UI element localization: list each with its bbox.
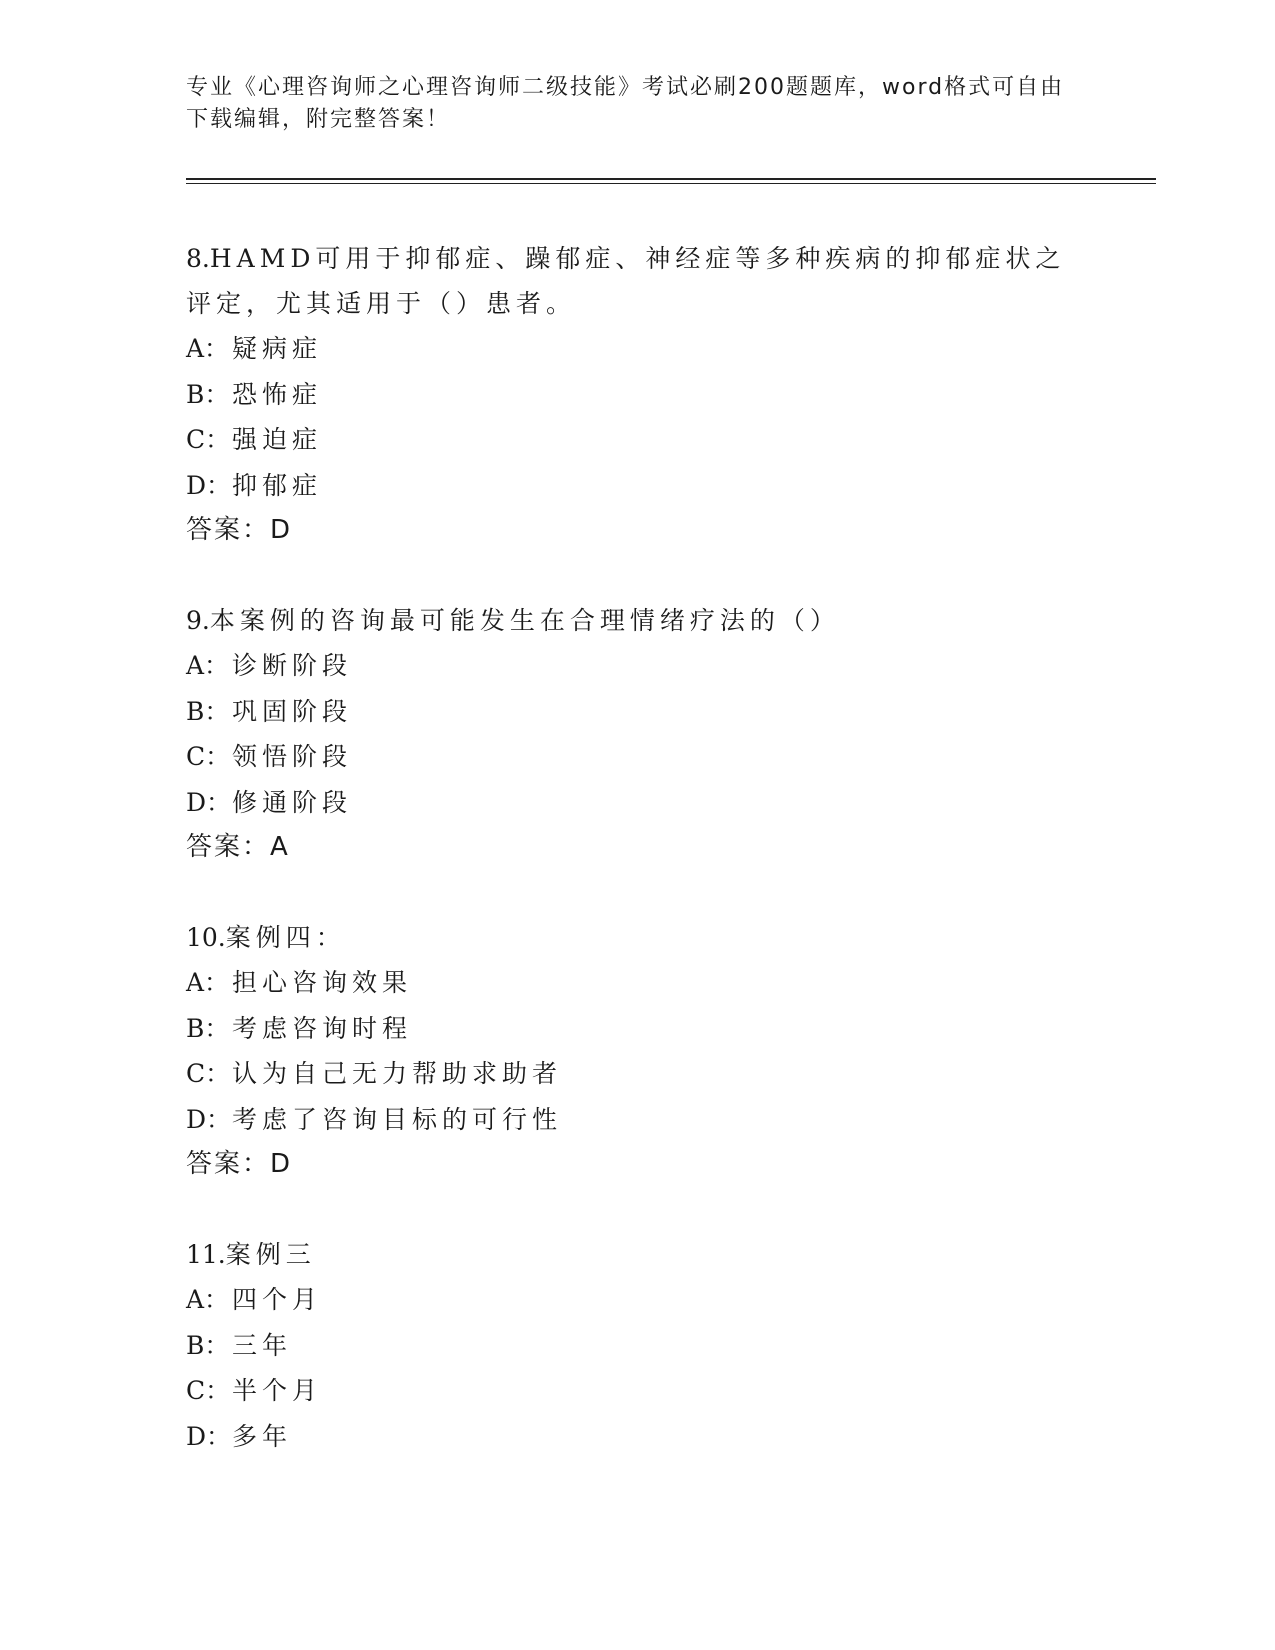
option-b xyxy=(186,689,1156,735)
option-text: 考虑了咨询目标的可行性 xyxy=(232,1104,563,1134)
option-c xyxy=(186,417,1156,463)
answer-line: 答案：A xyxy=(186,832,290,862)
question-text: 案例三 xyxy=(225,1240,316,1269)
option-text: 修通阶段 xyxy=(232,787,353,817)
option-a xyxy=(186,1277,1156,1323)
option-text: 疑病症 xyxy=(232,334,323,363)
question-number: 10. xyxy=(186,923,226,952)
question-text: 案例四： xyxy=(225,923,346,952)
option-letter: C： xyxy=(186,742,231,771)
question-text: HAMD可用于抑郁症、躁郁症、神经症等多种疾病的抑郁症状之评定，尤其适用于（）患者。 xyxy=(186,244,1066,318)
option-b xyxy=(186,1006,1156,1052)
option-letter: C： xyxy=(186,1376,231,1405)
option-d xyxy=(186,1097,1156,1143)
option-d xyxy=(186,463,1156,509)
question-number: 8. xyxy=(186,244,210,273)
option-a xyxy=(186,326,1156,372)
option-letter: A： xyxy=(186,968,230,997)
option-text: 恐怖症 xyxy=(232,379,323,409)
option-letter: B： xyxy=(186,379,230,409)
question-10 xyxy=(186,915,1156,1187)
option-b xyxy=(186,372,1156,418)
question-9 xyxy=(186,598,1156,870)
option-letter: B： xyxy=(186,1013,230,1043)
option-letter: D： xyxy=(186,470,232,500)
option-a xyxy=(186,960,1156,1006)
option-letter: B： xyxy=(186,696,230,726)
header-divider xyxy=(186,178,1156,184)
option-text: 三年 xyxy=(232,1330,293,1360)
answer-line: 答案：D xyxy=(186,1149,293,1179)
option-letter: C： xyxy=(186,425,231,454)
option-letter: C： xyxy=(186,1059,231,1088)
option-letter: D： xyxy=(186,1104,232,1134)
option-b xyxy=(186,1323,1156,1369)
option-text: 巩固阶段 xyxy=(232,696,353,726)
document-page xyxy=(186,72,1156,1459)
option-text: 认为自己无力帮助求助者 xyxy=(232,1059,563,1088)
option-text: 领悟阶段 xyxy=(232,742,353,771)
option-text: 抑郁症 xyxy=(232,470,323,500)
option-text: 半个月 xyxy=(232,1376,323,1405)
question-stem xyxy=(186,598,1086,643)
option-c xyxy=(186,1368,1156,1414)
option-letter: A： xyxy=(186,651,230,680)
option-letter: D： xyxy=(186,787,232,817)
question-text: 本案例的咨询最可能发生在合理情绪疗法的（） xyxy=(209,606,840,635)
question-8 xyxy=(186,236,1156,553)
answer-line: 答案：D xyxy=(186,515,293,545)
option-c xyxy=(186,734,1156,780)
option-letter: B： xyxy=(186,1330,230,1360)
option-text: 诊断阶段 xyxy=(232,651,353,680)
question-stem xyxy=(186,236,1086,326)
option-letter: D： xyxy=(186,1421,232,1451)
option-text: 强迫症 xyxy=(232,425,323,454)
option-text: 四个月 xyxy=(232,1285,323,1314)
option-d xyxy=(186,1414,1156,1460)
question-stem xyxy=(186,1232,1086,1277)
question-number: 11. xyxy=(186,1240,226,1269)
option-text: 考虑咨询时程 xyxy=(232,1013,413,1043)
option-a xyxy=(186,643,1156,689)
question-stem xyxy=(186,915,1086,960)
question-11 xyxy=(186,1232,1156,1459)
option-letter: A： xyxy=(186,1285,230,1314)
option-letter: A： xyxy=(186,334,230,363)
option-d xyxy=(186,780,1156,826)
option-text: 担心咨询效果 xyxy=(232,968,413,997)
option-text: 多年 xyxy=(232,1421,293,1451)
question-number: 9. xyxy=(186,606,210,635)
option-c xyxy=(186,1051,1156,1097)
document-header: 专业《心理咨询师之心理咨询师二级技能》考试必刷200题题库，word格式可自由下载编辑，附完整答案！ xyxy=(186,75,1065,132)
